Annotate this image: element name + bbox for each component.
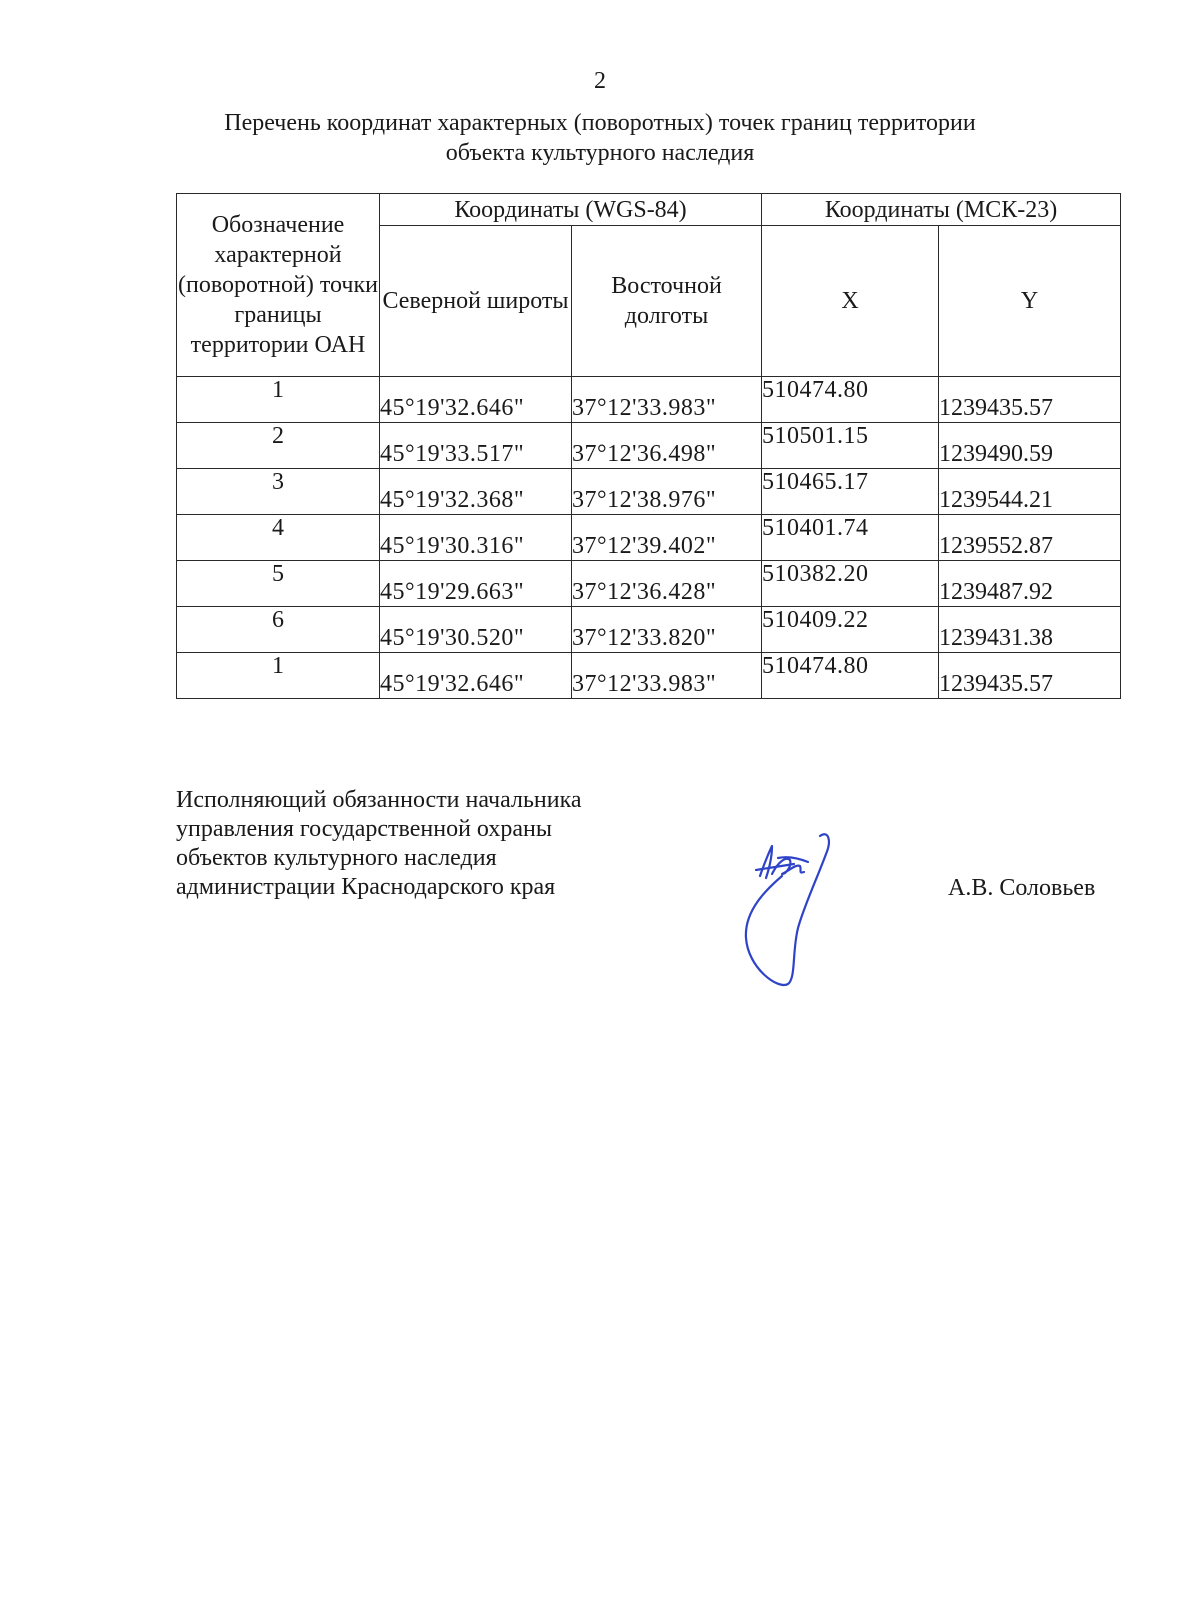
cell-point: 1 [177, 377, 380, 423]
cell-point: 4 [177, 515, 380, 561]
coordinates-table [176, 193, 1121, 699]
table-row [177, 561, 1121, 607]
cell-y: 1239431.38 [939, 607, 1121, 653]
cell-latitude: 45°19'32.646" [380, 377, 572, 423]
cell-point: 3 [177, 469, 380, 515]
signer-position-line: управления государственной охраны [176, 816, 552, 842]
cell-y: 1239435.57 [939, 377, 1121, 423]
cell-latitude: 45°19'30.520" [380, 607, 572, 653]
cell-x: 510474.80 [762, 653, 939, 699]
cell-point: 5 [177, 561, 380, 607]
cell-longitude: 37°12'36.428" [572, 561, 762, 607]
page-number: 2 [594, 68, 606, 94]
signer-position [176, 786, 582, 902]
header-longitude: Восточной долготы [572, 226, 762, 377]
cell-x: 510401.74 [762, 515, 939, 561]
cell-y: 1239544.21 [939, 469, 1121, 515]
cell-point: 2 [177, 423, 380, 469]
title-line-2: объекта культурного наследия [445, 140, 755, 166]
cell-y: 1239487.92 [939, 561, 1121, 607]
table-row [177, 377, 1121, 423]
title-line-1: Перечень координат характерных (поворотных) точек границ территории [224, 110, 976, 136]
cell-x: 510409.22 [762, 607, 939, 653]
table-row [177, 653, 1121, 699]
signer-position-line: объектов культурного наследия [176, 845, 497, 871]
header-msk23: Координаты (МСК-23) [762, 194, 1121, 226]
table-row [177, 423, 1121, 469]
signer-name: А.В. Соловьев [948, 875, 1096, 901]
header-wgs84: Координаты (WGS-84) [380, 194, 762, 226]
header-y: Y [939, 226, 1121, 377]
cell-latitude: 45°19'33.517" [380, 423, 572, 469]
cell-y: 1239490.59 [939, 423, 1121, 469]
cell-longitude: 37°12'33.820" [572, 607, 762, 653]
handwritten-signature [742, 828, 852, 988]
header-designation: Обозначение характерной (поворотной) точки границы территории ОАН [177, 194, 380, 377]
cell-x: 510382.20 [762, 561, 939, 607]
cell-latitude: 45°19'30.316" [380, 515, 572, 561]
cell-y: 1239552.87 [939, 515, 1121, 561]
cell-latitude: 45°19'32.646" [380, 653, 572, 699]
header-latitude: Северной широты [380, 226, 572, 377]
header-x: X [762, 226, 939, 377]
cell-x: 510474.80 [762, 377, 939, 423]
cell-longitude: 37°12'33.983" [572, 377, 762, 423]
cell-longitude: 37°12'36.498" [572, 423, 762, 469]
cell-longitude: 37°12'33.983" [572, 653, 762, 699]
cell-longitude: 37°12'39.402" [572, 515, 762, 561]
cell-latitude: 45°19'32.368" [380, 469, 572, 515]
cell-y: 1239435.57 [939, 653, 1121, 699]
table-row [177, 469, 1121, 515]
cell-latitude: 45°19'29.663" [380, 561, 572, 607]
signer-position-line: администрации Краснодарского края [176, 874, 556, 900]
cell-x: 510465.17 [762, 469, 939, 515]
cell-point: 6 [177, 607, 380, 653]
cell-longitude: 37°12'38.976" [572, 469, 762, 515]
document-title [150, 108, 1050, 168]
table-row [177, 515, 1121, 561]
table-row [177, 607, 1121, 653]
signer-position-line: Исполняющий обязанности начальника [176, 787, 582, 813]
cell-point: 1 [177, 653, 380, 699]
cell-x: 510501.15 [762, 423, 939, 469]
